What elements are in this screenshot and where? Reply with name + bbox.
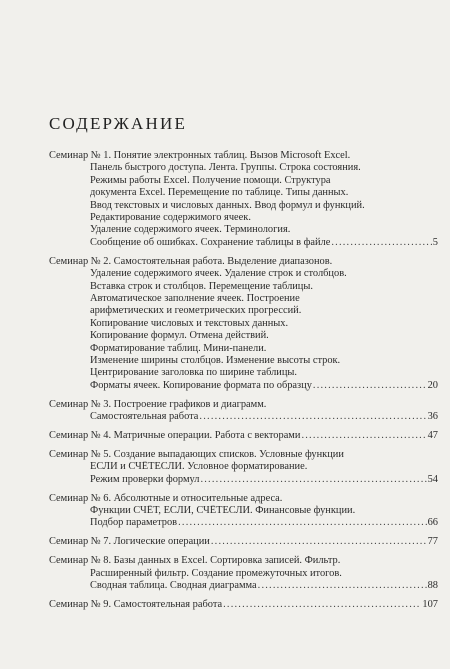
toc-entry-text: Режим проверки формул <box>90 473 200 485</box>
toc-entry-line: Изменение ширины столбцов. Изменение высоты строк. <box>90 355 341 366</box>
toc-entry-line: ЕСЛИ и СЧЁТЕСЛИ. Условное форматирование. <box>90 461 308 473</box>
toc-entry-line: Расширенный фильтр. Создание промежуточных итогов. <box>90 567 342 579</box>
dot-leader <box>211 536 427 548</box>
toc-entry-heading: Семинар № 6. Абсолютные и относительные адреса. <box>49 492 283 504</box>
dot-leader <box>223 599 421 611</box>
dot-leader <box>331 237 431 249</box>
page-number: 5 <box>432 236 438 248</box>
dot-leader <box>199 411 426 423</box>
toc-entry-heading <box>49 536 438 548</box>
toc-entry-line <box>49 580 438 592</box>
toc-entry-line: Центрирование заголовка по ширине таблицы. <box>90 367 298 379</box>
toc-entry-line: документа Excel. Перемещение по таблице. Типы данных. <box>90 187 349 199</box>
toc-entry-heading: Семинар № 3. Построение графиков и диаграмм. <box>49 398 267 410</box>
dot-leader <box>313 380 427 392</box>
toc-entry-text: Самостоятельная работа <box>90 411 199 423</box>
toc-entry-text: Сводная таблица. Сводная диаграмма <box>90 580 257 592</box>
toc-entry-heading <box>49 599 438 611</box>
toc-entry-heading: Семинар № 5. Создание выпадающих списков. Условные функции <box>49 448 344 460</box>
toc-entry-text: Подбор параметров <box>90 517 178 529</box>
page-number: 54 <box>427 473 438 485</box>
toc-entry-line: Ввод текстовых и числовых данных. Ввод формул и функций. <box>90 199 365 211</box>
toc-entry-line: Форматирование таблиц. Мини-панели. <box>90 342 267 354</box>
toc-entry-line: Вставка строк и столбцов. Перемещение таблицы. <box>90 280 313 292</box>
page-number: 88 <box>427 580 438 592</box>
page-number: 36 <box>427 411 438 423</box>
dot-leader <box>258 580 427 592</box>
dot-leader <box>178 517 427 529</box>
toc-entry <box>49 449 438 486</box>
toc-entry-heading: Семинар № 1. Понятие электронных таблиц. Вызов Microsoft Excel. <box>49 150 351 161</box>
toc-entry-text: Форматы ячеек. Копирование формата по образцу <box>90 379 312 391</box>
toc-entry-heading <box>49 430 438 442</box>
toc-entry-line: Панель быстрого доступа. Лента. Группы. Строка состояния. <box>90 162 361 174</box>
toc-entry <box>49 536 438 548</box>
toc-entry <box>49 256 438 392</box>
toc-entry-line: Редактирование содержимого ячеек. <box>90 212 251 224</box>
toc-entry-heading: Семинар № 8. Базы данных в Excel. Сортировка записей. Фильтр. <box>49 555 341 567</box>
toc-entry-text: Семинар № 7. Логические операции <box>49 536 210 548</box>
toc-entry-text: Семинар № 4. Матричные операции. Работа с векторами <box>49 430 301 442</box>
toc-entry <box>49 599 438 611</box>
toc-entry-text: Семинар № 9. Самостоятельная работа <box>49 599 223 610</box>
page-number: 20 <box>427 379 438 391</box>
page-number: 47 <box>427 430 438 442</box>
toc-entry-line <box>49 517 438 529</box>
toc-entry-line <box>49 380 438 392</box>
toc-entry <box>49 430 438 442</box>
toc-entry-line <box>49 237 438 249</box>
page-number: 77 <box>427 536 438 548</box>
table-of-contents <box>49 150 438 618</box>
page-number: 107 <box>422 599 438 610</box>
toc-entry-line <box>49 474 438 486</box>
page-number: 66 <box>427 517 438 529</box>
toc-entry-heading: Семинар № 2. Самостоятельная работа. Выделение диапазонов. <box>49 255 333 267</box>
page-title: СОДЕРЖАНИЕ <box>49 114 188 133</box>
toc-entry-line <box>49 411 438 423</box>
dot-leader <box>200 474 426 486</box>
toc-entry-line: Копирование формул. Отмена действий. <box>90 330 269 342</box>
toc-entry-line: Автоматическое заполнение ячеек. Построение <box>90 292 300 304</box>
toc-entry-line: Режимы работы Excel. Получение помощи. Структура <box>90 174 331 186</box>
toc-entry-line: Удаление содержимого ячеек. Удаление строк и столбцов. <box>90 268 347 280</box>
toc-entry-line: Функции СЧЁТ, ЕСЛИ, СЧЁТЕСЛИ. Финансовые функции. <box>90 505 356 517</box>
toc-entry <box>49 399 438 424</box>
toc-entry <box>49 555 438 592</box>
toc-entry-text: Сообщение об ошибках. Сохранение таблицы в файле <box>90 236 331 248</box>
dot-leader <box>301 430 426 442</box>
toc-entry-line: Удаление содержимого ячеек. Терминология. <box>90 224 291 236</box>
toc-entry <box>49 493 438 530</box>
toc-entry-line: арифметических и геометрических прогрессий. <box>90 305 302 317</box>
toc-entry-line: Копирование числовых и текстовых данных. <box>90 317 289 329</box>
toc-entry <box>49 150 438 249</box>
